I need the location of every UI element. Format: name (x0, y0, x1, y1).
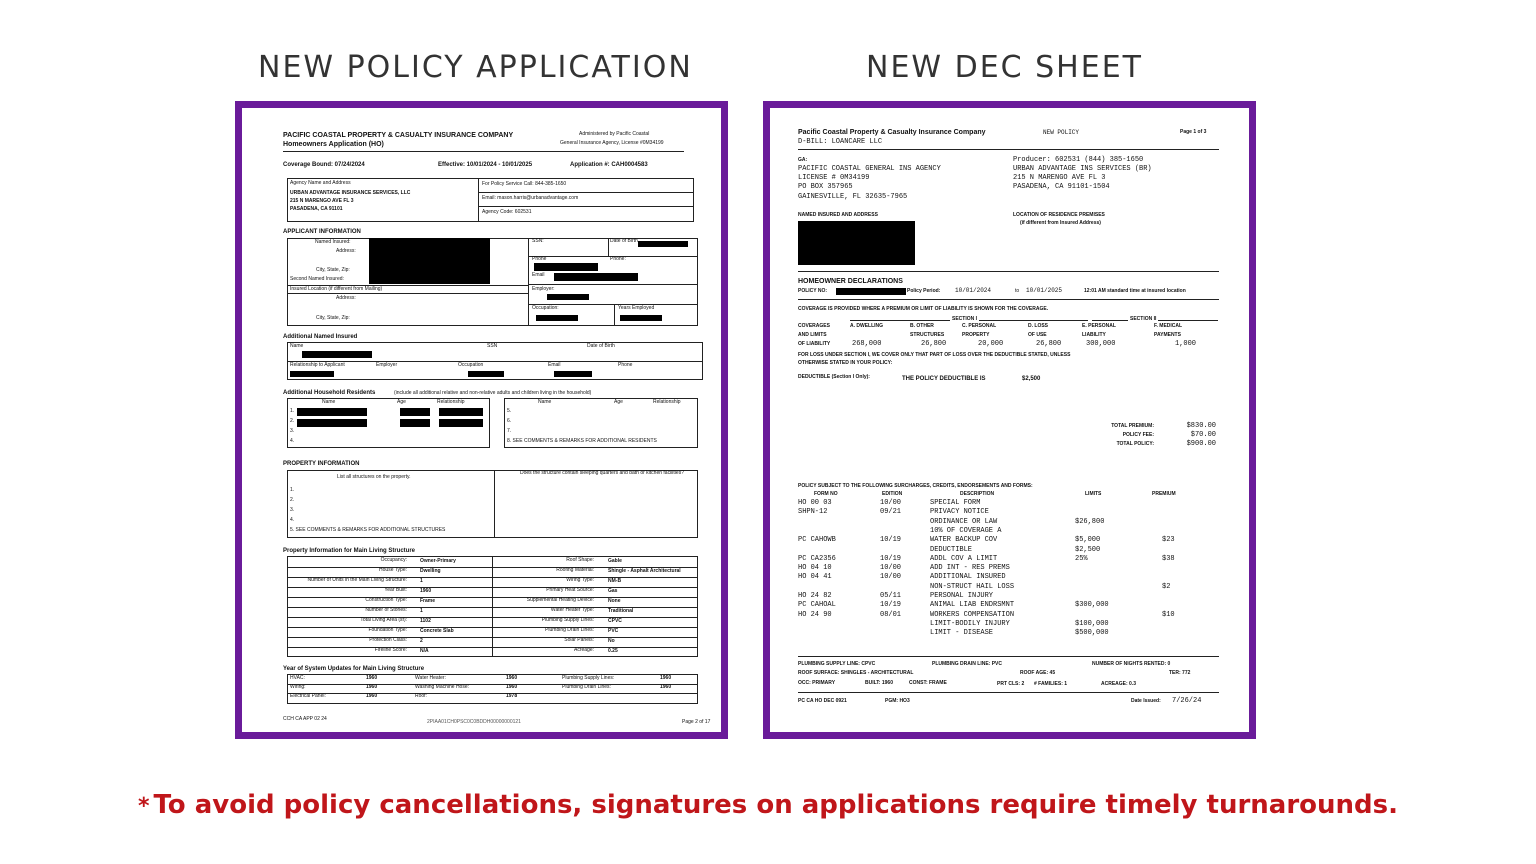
update-label: Roof: (415, 693, 427, 699)
dec-sheet-heading: NEW DEC SHEET (866, 50, 1143, 85)
structure-field-value: 1960 (420, 588, 432, 594)
household-num: 5. (507, 408, 512, 414)
household-num: 7. (507, 428, 512, 434)
agency-email: Email: mason.harris@urbanadvantage.com (482, 195, 579, 201)
app-company: PACIFIC COASTAL PROPERTY & CASUALTY INSURANCE COMPANY (283, 132, 514, 139)
form-limit: $26,800 (1075, 517, 1105, 526)
form-number: SHPN-12 (798, 508, 828, 517)
bottom-info: TER: 772 (1169, 670, 1191, 676)
redaction-bar (400, 419, 430, 427)
location-label: LOCATION OF RESIDENCE PREMISES (1013, 212, 1105, 218)
agency-label: Agency Name and Address (290, 180, 351, 186)
structure-field-label: Plumbing Supply Lines: (541, 617, 594, 623)
update-year: 1960 (660, 684, 672, 690)
section-1-label: SECTION I (952, 316, 978, 322)
applicant-label: Named Insured: (315, 239, 351, 245)
dec-new-policy: NEW POLICY (1043, 129, 1080, 136)
application-number: Application #: CAH0004583 (570, 162, 648, 168)
household-col: Name (538, 399, 552, 405)
structure-field-value: Gas (608, 588, 618, 594)
household-header: Additional Household Residents (283, 390, 376, 396)
coverage-heading: F. MEDICAL (1154, 323, 1183, 329)
bottom-info: ACREAGE: 0.3 (1101, 681, 1137, 687)
update-label: Washing Machine Hose: (415, 684, 470, 690)
structure-field-value: 0.25 (608, 648, 618, 654)
redaction-bar (836, 288, 906, 295)
forms-column-header: PREMIUM (1152, 491, 1176, 497)
asterisk-icon: * (138, 794, 150, 819)
app-barcode-text: 2PIAA01CH0PSC0C0BDDH00000000121 (427, 719, 521, 725)
effective-dates: Effective: 10/01/2024 - 10/01/2025 (438, 162, 533, 168)
coverage-value: 26,800 (1036, 340, 1062, 348)
bottom-info: OCC: PRIMARY (798, 680, 836, 686)
years-label: Years Employed (618, 305, 655, 311)
policy-period-to: to (1015, 288, 1020, 294)
dec-dbill: D-BILL: LOANCARE LLC (798, 138, 883, 146)
coverage-value: 26,800 (921, 340, 947, 348)
structure-field-label: Occupancy: (380, 557, 407, 563)
coverage-heading: OF USE (1028, 332, 1047, 338)
property-col: Does the structure contain sleeping quarters and bath or kitchen facilities? (520, 470, 684, 476)
structure-field-label: Acreage: (573, 647, 594, 653)
coverage-value: 300,000 (1086, 340, 1116, 348)
structure-field-value: Owner-Primary (420, 558, 456, 564)
ga-line: PACIFIC COASTAL GENERAL INS AGENCY (798, 165, 941, 173)
coverage-heading: PAYMENTS (1154, 332, 1181, 338)
update-year: 1960 (660, 675, 672, 681)
form-edition: 09/21 (880, 508, 902, 517)
update-year: 1960 (366, 684, 378, 690)
structure-field-value: N/A (420, 648, 429, 654)
property-row: 4. (290, 517, 295, 523)
household-num: 2. (290, 418, 295, 424)
agency-line: 215 N MARENGO AVE FL 3 (290, 198, 354, 204)
redaction-bar (638, 241, 688, 247)
coverage-value: 20,000 (978, 340, 1004, 348)
form-description: ANIMAL LIAB ENDRSMNT (930, 601, 1015, 610)
ssn-label: SSN: (532, 238, 544, 244)
total-value: $830.00 (1186, 422, 1216, 430)
structure-field-label: Plumbing Drain Lines: (545, 627, 594, 633)
redaction-block (369, 238, 490, 284)
cov-label: AND LIMITS (798, 332, 827, 338)
bottom-info: PRT CLS: 2 (997, 681, 1025, 687)
dob-label: Date of Birth (610, 238, 638, 244)
form-description: ADDL COV A LIMIT (930, 554, 998, 563)
ani-label2: Occupation (458, 362, 484, 368)
form-number: HO 04 41 (798, 573, 832, 582)
property-row: 2. (290, 497, 295, 503)
household-col: Relationship (653, 399, 681, 405)
producer-line: PASADENA, CA 91101-1504 (1013, 183, 1110, 191)
ga-line: GAINESVILLE, FL 32635-7965 (798, 193, 908, 201)
bottom-info: # FAMILIES: 1 (1034, 681, 1068, 687)
structure-field-label: Number of Stories: (365, 607, 407, 613)
redaction-bar (297, 408, 367, 416)
producer-line: Producer: 602531 (844) 385-1650 (1013, 156, 1144, 164)
updates-header: Year of System Updates for Main Living Structure (283, 666, 425, 672)
structure-field-label: Fireline Score: (374, 647, 407, 653)
household-col: Relationship (437, 399, 465, 405)
update-label: Water Heater: (415, 675, 446, 681)
additional-named-header: Additional Named Insured (283, 334, 358, 340)
structure-field-label: Wiring Type: (566, 577, 594, 583)
cov-label: OF LIABILITY (798, 341, 831, 347)
redaction-block (798, 221, 915, 265)
form-number: HO 04 10 (798, 564, 832, 573)
dec-pgm: PGM: HO3 (885, 698, 910, 704)
occupation-label: Occupation: (532, 305, 559, 311)
loc-city-label: City, State, Zip: (316, 315, 350, 321)
coverage-heading: C. PERSONAL (962, 323, 997, 329)
policy-period-end: 10/01/2025 (1026, 287, 1063, 294)
property-row: 5. SEE COMMENTS & REMARKS FOR ADDITIONAL STRUCTURES (290, 527, 446, 533)
deductible-text: THE POLICY DEDUCTIBLE IS (902, 376, 986, 382)
form-limit: 25% (1075, 554, 1088, 563)
structure-field-value: None (608, 598, 621, 604)
applicant-label: Second Named Insured: (290, 276, 344, 282)
coverage-value: 1,000 (1175, 340, 1197, 348)
phone2-label: Phone: (610, 256, 626, 262)
update-label: Plumbing Supply Lines: (562, 675, 615, 681)
ga-line: PO BOX 357965 (798, 183, 853, 191)
structure-field-label: Protection Class: (369, 637, 407, 643)
redaction-bar (536, 315, 578, 321)
household-num: 3. (290, 428, 295, 434)
app-admin-license: General Insurance Agency, License #0M34199 (560, 140, 664, 146)
ani-label2: Employer (376, 362, 398, 368)
redaction-bar (400, 408, 430, 416)
redaction-bar (439, 408, 483, 416)
insured-location-label: Insured Location (if different from Mailing) (290, 286, 383, 292)
form-description: PERSONAL INJURY (930, 592, 994, 600)
deductible-label: DEDUCTIBLE (Section I Only): (798, 374, 870, 380)
application-frame (235, 101, 728, 739)
structure-field-label: Water Heater Type: (550, 607, 594, 613)
ga-line: LICENSE # 0M34199 (798, 174, 870, 182)
property-row: 3. (290, 507, 295, 513)
structure-field-value: Gable (608, 558, 622, 564)
update-label: Wiring: (290, 684, 306, 690)
household-num: 6. (507, 418, 512, 424)
coverage-value: 268,000 (852, 340, 882, 348)
form-description: LIMIT-BODILY INJURY (930, 619, 1010, 628)
named-insured-label: NAMED INSURED AND ADDRESS (798, 212, 878, 218)
structure-field-value: Concrete Slab (420, 628, 454, 634)
section-2-label: SECTION II (1130, 316, 1157, 322)
household-note: (include all additional relative and non-relative adults and children living in the household) (394, 390, 592, 396)
structure-field-label: Year Built: (384, 587, 407, 593)
structure-field-value: Shingle - Asphalt Architectural (608, 568, 681, 574)
total-value: $900.00 (1186, 440, 1216, 448)
total-label: TOTAL POLICY: (1116, 441, 1154, 447)
loss-note: FOR LOSS UNDER SECTION I, WE COVER ONLY THAT PART OF LOSS OVER THE DEDUCTIBLE STATED, UNLESS (798, 352, 1071, 358)
agency-code: Agency Code: 602531 (482, 209, 532, 215)
form-edition: 10/00 (880, 499, 902, 507)
bottom-info: ROOF AGE: 45 (1020, 670, 1056, 676)
household-col: Name (322, 399, 336, 405)
date-issued-label: Date Issued: (1131, 698, 1161, 704)
coverage-heading: STRUCTURES (910, 332, 945, 338)
update-label: Plumbing Drain Lines: (562, 684, 611, 690)
form-premium: $10 (1162, 610, 1175, 619)
app-page-number: Page 2 of 17 (682, 719, 711, 725)
email-label: Email (532, 272, 545, 278)
update-year: 1960 (366, 693, 378, 699)
structure-field-label: Total Living Area (sf): (360, 617, 407, 623)
structure-field-label: Solar Panels: (564, 637, 594, 643)
ani-label2: Phone (618, 362, 633, 368)
structure-field-label: House Type: (379, 567, 407, 573)
update-year: 1960 (366, 675, 378, 681)
form-number: HO 24 90 (798, 610, 832, 619)
loss-note: OTHERWISE STATED IN YOUR POLICY: (798, 360, 893, 366)
ga-label: GA: (798, 157, 808, 163)
structure-field-value: NM-B (608, 578, 622, 584)
coverage-heading: E. PERSONAL (1082, 323, 1116, 329)
form-description: NON-STRUCT HAIL LOSS (930, 582, 1015, 591)
policy-period-start: 10/01/2024 (955, 287, 992, 294)
structure-field-value: 2 (420, 638, 423, 644)
coverage-note: COVERAGE IS PROVIDED WHERE A PREMIUM OR LIMIT OF LIABILITY IS SHOWN FOR THE COVERAGE. (798, 306, 1049, 312)
update-label: Electrical Panel: (290, 693, 326, 699)
form-description: DEDUCTIBLE (930, 545, 973, 554)
redaction-bar (468, 371, 504, 377)
dec-sheet-page (770, 108, 1249, 732)
coverage-heading: LIABILITY (1082, 332, 1106, 338)
cov-label: COVERAGES (798, 323, 830, 329)
redaction-bar (554, 371, 592, 377)
structure-field-value: 1 (420, 578, 423, 584)
redaction-bar (554, 273, 638, 281)
form-limit: $500,000 (1075, 629, 1109, 638)
bottom-info: NUMBER OF NIGHTS RENTED: 0 (1092, 661, 1171, 667)
main-structure-header: Property Information for Main Living Structure (283, 548, 416, 554)
form-number: PC CAHOAL (798, 601, 836, 610)
deductible-value: $2,500 (1022, 376, 1041, 382)
app-admin: Administered by Pacific Coastal (579, 131, 650, 137)
location-sub: (if different from Insured Address) (1020, 220, 1101, 226)
form-description: ORDINANCE OR LAW (930, 517, 998, 526)
property-col: List all structures on the property. (337, 474, 411, 480)
subject-note: POLICY SUBJECT TO THE FOLLOWING SURCHARGES, CREDITS, ENDORSEMENTS AND FORMS: (798, 483, 1033, 489)
coverage-bound: Coverage Bound: 07/24/2024 (283, 162, 365, 168)
form-description: 10% OF COVERAGE A (930, 526, 1002, 535)
redaction-bar (302, 351, 372, 358)
structure-field-value: 1 (420, 608, 423, 614)
structure-field-label: Roofing Material: (556, 567, 594, 573)
service-call: For Policy Service Call: 844-385-1650 (482, 181, 567, 187)
coverage-heading: A. DWELLING (850, 323, 884, 329)
application-heading: NEW POLICY APPLICATION (258, 50, 693, 85)
form-description: ADD INT - RES PREMS (930, 564, 1010, 573)
structure-field-value: Traditional (608, 608, 634, 614)
ani-label: SSN (487, 343, 498, 349)
household-num: 8. SEE COMMENTS & REMARKS FOR ADDITIONAL RESIDENTS (507, 438, 657, 444)
redaction-bar (439, 419, 483, 427)
loc-address-label: Address: (336, 295, 356, 301)
property-row: 1. (290, 487, 295, 493)
form-edition: 08/01 (880, 610, 902, 619)
redaction-bar (290, 371, 334, 377)
forms-column-header: LIMITS (1085, 491, 1102, 497)
coverage-heading: PROPERTY (962, 332, 990, 338)
producer-line: 215 N MARENGO AVE FL 3 (1013, 174, 1106, 182)
agency-line: PASADENA, CA 91101 (290, 206, 343, 212)
structure-field-value: CPVC (608, 618, 622, 624)
update-year: 1960 (506, 684, 518, 690)
dec-page-number: Page 1 of 3 (1180, 129, 1207, 135)
policy-period-label: Policy Period: (907, 288, 941, 294)
form-number: PC CA2356 (798, 554, 836, 563)
form-edition: 10/00 (880, 564, 902, 573)
forms-column-header: DESCRIPTION (960, 491, 995, 497)
dec-sheet-frame (763, 101, 1256, 739)
structure-field-label: Roof Shape: (566, 557, 594, 563)
form-number: HO 00 03 (798, 499, 832, 507)
form-description: WATER BACKUP COV (930, 536, 998, 545)
ani-label2: Relationship to Applicant (290, 362, 345, 368)
structure-field-value: Frame (420, 598, 436, 604)
declarations-title: HOMEOWNER DECLARATIONS (798, 278, 903, 285)
structure-field-label: Number of Units in the Main Living Structure: (307, 577, 407, 583)
updates-box (287, 674, 698, 704)
total-label: POLICY FEE: (1122, 432, 1154, 438)
form-limit: $300,000 (1075, 601, 1109, 610)
household-num: 1. (290, 408, 295, 414)
structure-field-value: Dwelling (420, 568, 441, 574)
redaction-bar (297, 419, 367, 427)
form-limit: $2,500 (1075, 545, 1101, 554)
form-description: PRIVACY NOTICE (930, 508, 989, 517)
total-label: TOTAL PREMIUM: (1111, 423, 1154, 429)
employer-label: Employer: (532, 286, 555, 292)
update-year: 1960 (506, 675, 518, 681)
ani-label: Date of Birth (587, 343, 615, 349)
bottom-info: ROOF SURFACE: SHINGLES - ARCHITECTURAL (798, 670, 914, 676)
structure-field-label: Construction Type: (365, 597, 407, 603)
forms-column-header: FORM NO (814, 491, 838, 497)
redaction-bar (547, 294, 589, 300)
property-header: PROPERTY INFORMATION (283, 461, 360, 467)
forms-column-header: EDITION (882, 491, 903, 497)
structure-field-label: Supplemental Heating Device: (526, 597, 594, 603)
form-number: PC CAHOWB (798, 536, 836, 545)
standard-time: 12:01 AM standard time at insured location (1084, 288, 1186, 294)
phone-label: Phone (532, 256, 547, 262)
coverage-heading: D. LOSS (1028, 323, 1049, 329)
ani-label2: Email (548, 362, 561, 368)
date-issued: 7/26/24 (1172, 697, 1202, 705)
dec-company: Pacific Coastal Property & Casualty Insurance Company (798, 129, 986, 136)
structure-field-value: 1102 (420, 618, 431, 624)
structure-field-label: Primary Heat Source: (546, 587, 594, 593)
household-col: Age (614, 399, 623, 405)
applicant-label: Address: (336, 248, 356, 254)
applicant-header: APPLICANT INFORMATION (283, 229, 361, 235)
update-year: 1978 (506, 693, 518, 699)
form-edition: 05/11 (880, 592, 902, 600)
application-page (242, 108, 721, 732)
form-edition: 10/19 (880, 536, 902, 545)
applicant-label: City, State, Zip: (316, 267, 350, 273)
app-form-title: Homeowners Application (HO) (283, 141, 384, 148)
agency-line: URBAN ADVANTAGE INSURANCE SERVICES, LLC (290, 190, 411, 196)
form-description: SPECIAL FORM (930, 499, 981, 507)
footnote (0, 790, 1536, 820)
dec-form-code: PC CA HO DEC 0921 (798, 698, 847, 704)
redaction-bar (534, 263, 598, 271)
app-form-code: CCH CA APP 02 24 (283, 716, 327, 722)
form-description: WORKERS COMPENSATION (930, 610, 1015, 619)
form-description: ADDITIONAL INSURED (930, 573, 1006, 582)
form-edition: 10/19 (880, 601, 902, 610)
producer-line: URBAN ADVANTAGE INS SERVICES (BR) (1013, 165, 1152, 173)
form-premium: $38 (1162, 554, 1175, 563)
form-limit: $5,000 (1075, 536, 1101, 545)
form-premium: $23 (1162, 536, 1175, 545)
update-label: HVAC: (290, 675, 305, 681)
coverage-heading: B. OTHER (910, 323, 934, 329)
structure-field-value: No (608, 638, 615, 644)
form-edition: 10/00 (880, 573, 902, 582)
footnote-text: To avoid policy cancellations, signatures on applications require timely turnarounds. (153, 790, 1398, 820)
bottom-info: PLUMBING SUPPLY LINE: CPVC (798, 661, 876, 667)
structure-field-label: Foundation Type: (368, 627, 407, 633)
household-col: Age (397, 399, 406, 405)
bottom-info: PLUMBING DRAIN LINE: PVC (932, 661, 1002, 667)
redaction-bar (620, 315, 662, 321)
form-edition: 10/19 (880, 554, 902, 563)
bottom-info: CONST: FRAME (909, 680, 947, 686)
structure-field-value: PVC (608, 628, 619, 634)
policy-no-label: POLICY NO: (798, 288, 828, 294)
form-limit: $100,000 (1075, 619, 1109, 628)
form-number: HO 24 82 (798, 592, 832, 600)
ani-label: Name (290, 343, 304, 349)
form-premium: $2 (1162, 582, 1171, 591)
total-value: $70.00 (1190, 431, 1216, 439)
form-description: LIMIT - DISEASE (930, 629, 994, 638)
bottom-info: BUILT: 1960 (865, 680, 893, 686)
household-num: 4. (290, 438, 295, 444)
